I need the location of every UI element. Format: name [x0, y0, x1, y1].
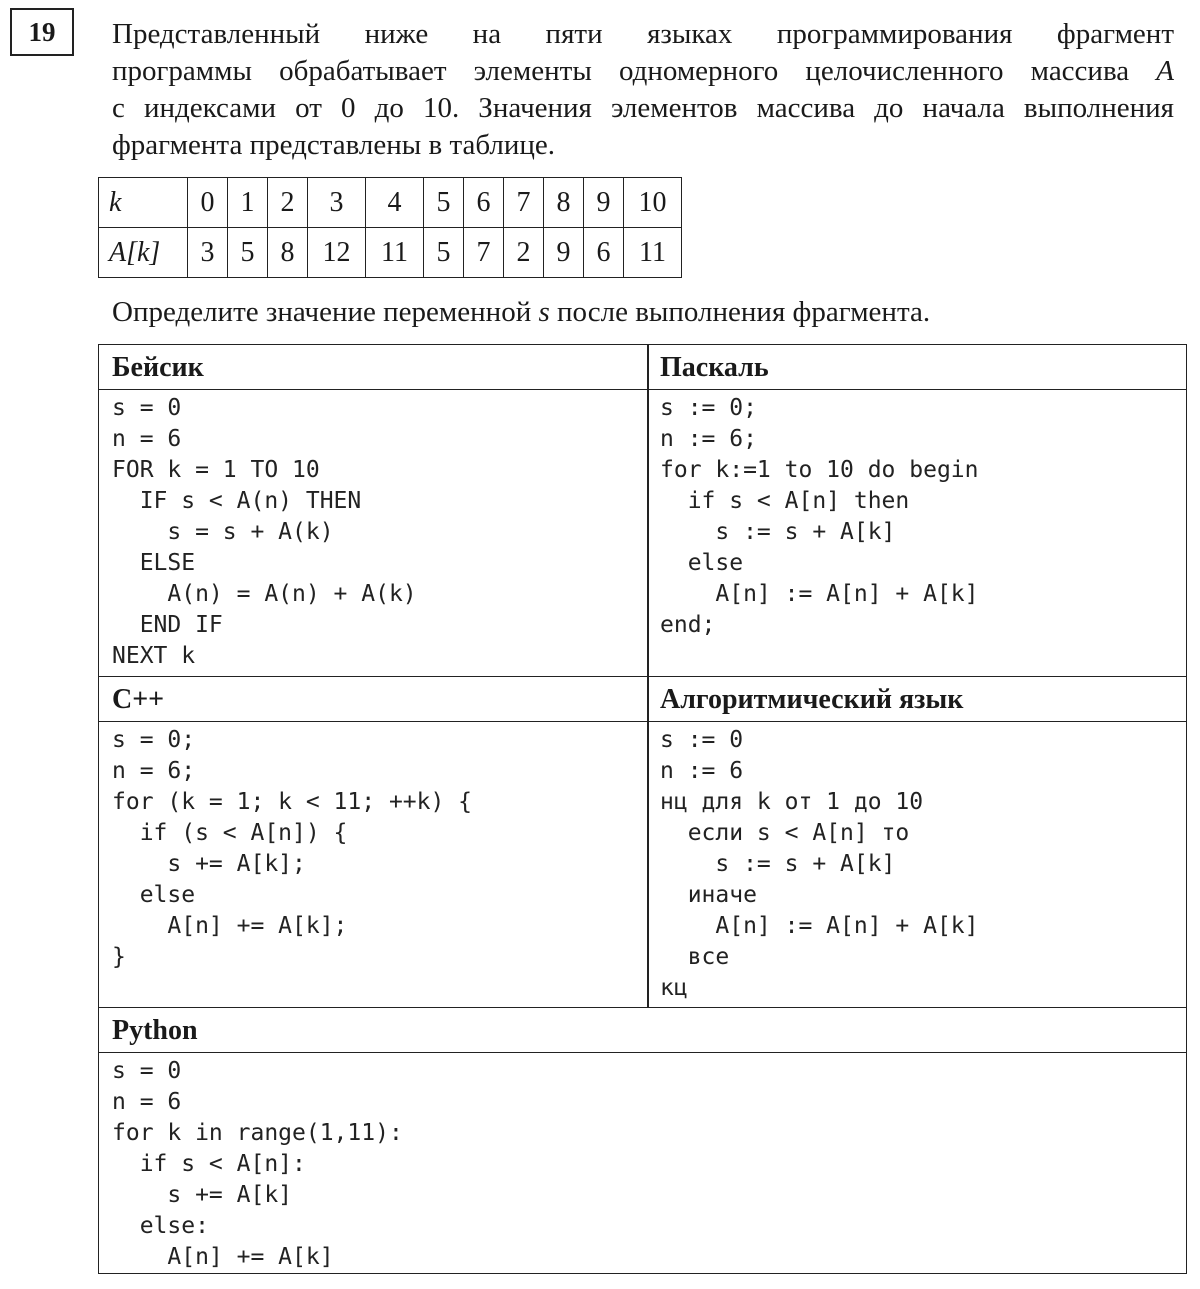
table-row-values [99, 228, 682, 278]
row-label-ak: A[k] [99, 228, 188, 278]
table-cell: 6 [584, 228, 624, 278]
code-grid [98, 344, 1187, 1274]
cpp-title: C++ [99, 677, 647, 722]
table-cell: 7 [464, 228, 504, 278]
question-var: s [538, 296, 550, 328]
intro-line-2 [112, 53, 1174, 90]
table-row-index [99, 178, 682, 228]
python-cell [99, 1007, 1186, 1273]
table-cell: 7 [504, 178, 544, 228]
intro-line-1: Представленный ниже на пяти языках программирования фрагмент [112, 18, 1174, 50]
cpp-cell [99, 676, 647, 1007]
table-cell: 5 [424, 178, 464, 228]
table-cell: 8 [268, 228, 308, 278]
cpp-code: s = 0; n = 6; for (k = 1; k < 11; ++k) { if (s < A[n]) { s += A[k]; else A[n] += A[k]; } [112, 727, 473, 970]
column-divider [647, 345, 649, 1007]
table-cell: 1 [228, 178, 268, 228]
table-cell: 5 [228, 228, 268, 278]
table-cell: 10 [624, 178, 682, 228]
algo-cell [647, 676, 1186, 1007]
table-cell: 12 [308, 228, 366, 278]
basic-cell [99, 345, 647, 676]
table-cell: 4 [366, 178, 424, 228]
intro-line-4: фрагмента представлены в таблице. [112, 129, 556, 161]
table-cell: 11 [624, 228, 682, 278]
task-intro [112, 16, 1174, 164]
table-cell: 5 [424, 228, 464, 278]
table-cell: 9 [584, 178, 624, 228]
table-cell: 11 [366, 228, 424, 278]
table-cell: 3 [188, 228, 228, 278]
table-cell: 2 [504, 228, 544, 278]
table-cell: 3 [308, 178, 366, 228]
algo-title: Алгоритмический язык [647, 677, 1186, 722]
question-text [112, 296, 930, 329]
row-label-k: k [99, 178, 188, 228]
task-number: 19 [10, 8, 74, 56]
python-title: Python [99, 1008, 1186, 1053]
basic-title: Бейсик [99, 345, 647, 390]
array-table [98, 177, 682, 278]
pascal-code: s := 0; n := 6; for k:=1 to 10 do begin if s < A[n] then s := s + A[k] else A[n] := A[n] + A[k] end; [660, 395, 979, 638]
array-name: A [1156, 55, 1174, 87]
algo-code: s := 0 n := 6 нц для k от 1 до 10 если s < A[n] то s := s + A[k] иначе A[n] := A[n] + A[k] все кц [660, 727, 979, 1001]
question-after: после выполнения фрагмента. [549, 296, 931, 328]
pascal-title: Паскаль [647, 345, 1186, 390]
table-cell: 0 [188, 178, 228, 228]
basic-code: s = 0 n = 6 FOR k = 1 TO 10 IF s < A(n) THEN s = s + A(k) ELSE A(n) = A(n) + A(k) END IF NEXT k [112, 395, 417, 669]
question-before: Определите значение переменной [112, 296, 539, 328]
intro-line-3: с индексами от 0 до 10. Значения элементов массива до начала выполнения [112, 92, 1174, 124]
table-cell: 8 [544, 178, 584, 228]
table-cell: 9 [544, 228, 584, 278]
python-code: s = 0 n = 6 for k in range(1,11): if s < A[n]: s += A[k] else: A[n] += A[k] [112, 1058, 403, 1270]
table-cell: 2 [268, 178, 308, 228]
table-cell: 6 [464, 178, 504, 228]
pascal-cell [647, 345, 1186, 676]
intro-line-2-text: программы обрабатывает элементы одномерного целочисленного массива [112, 55, 1130, 87]
